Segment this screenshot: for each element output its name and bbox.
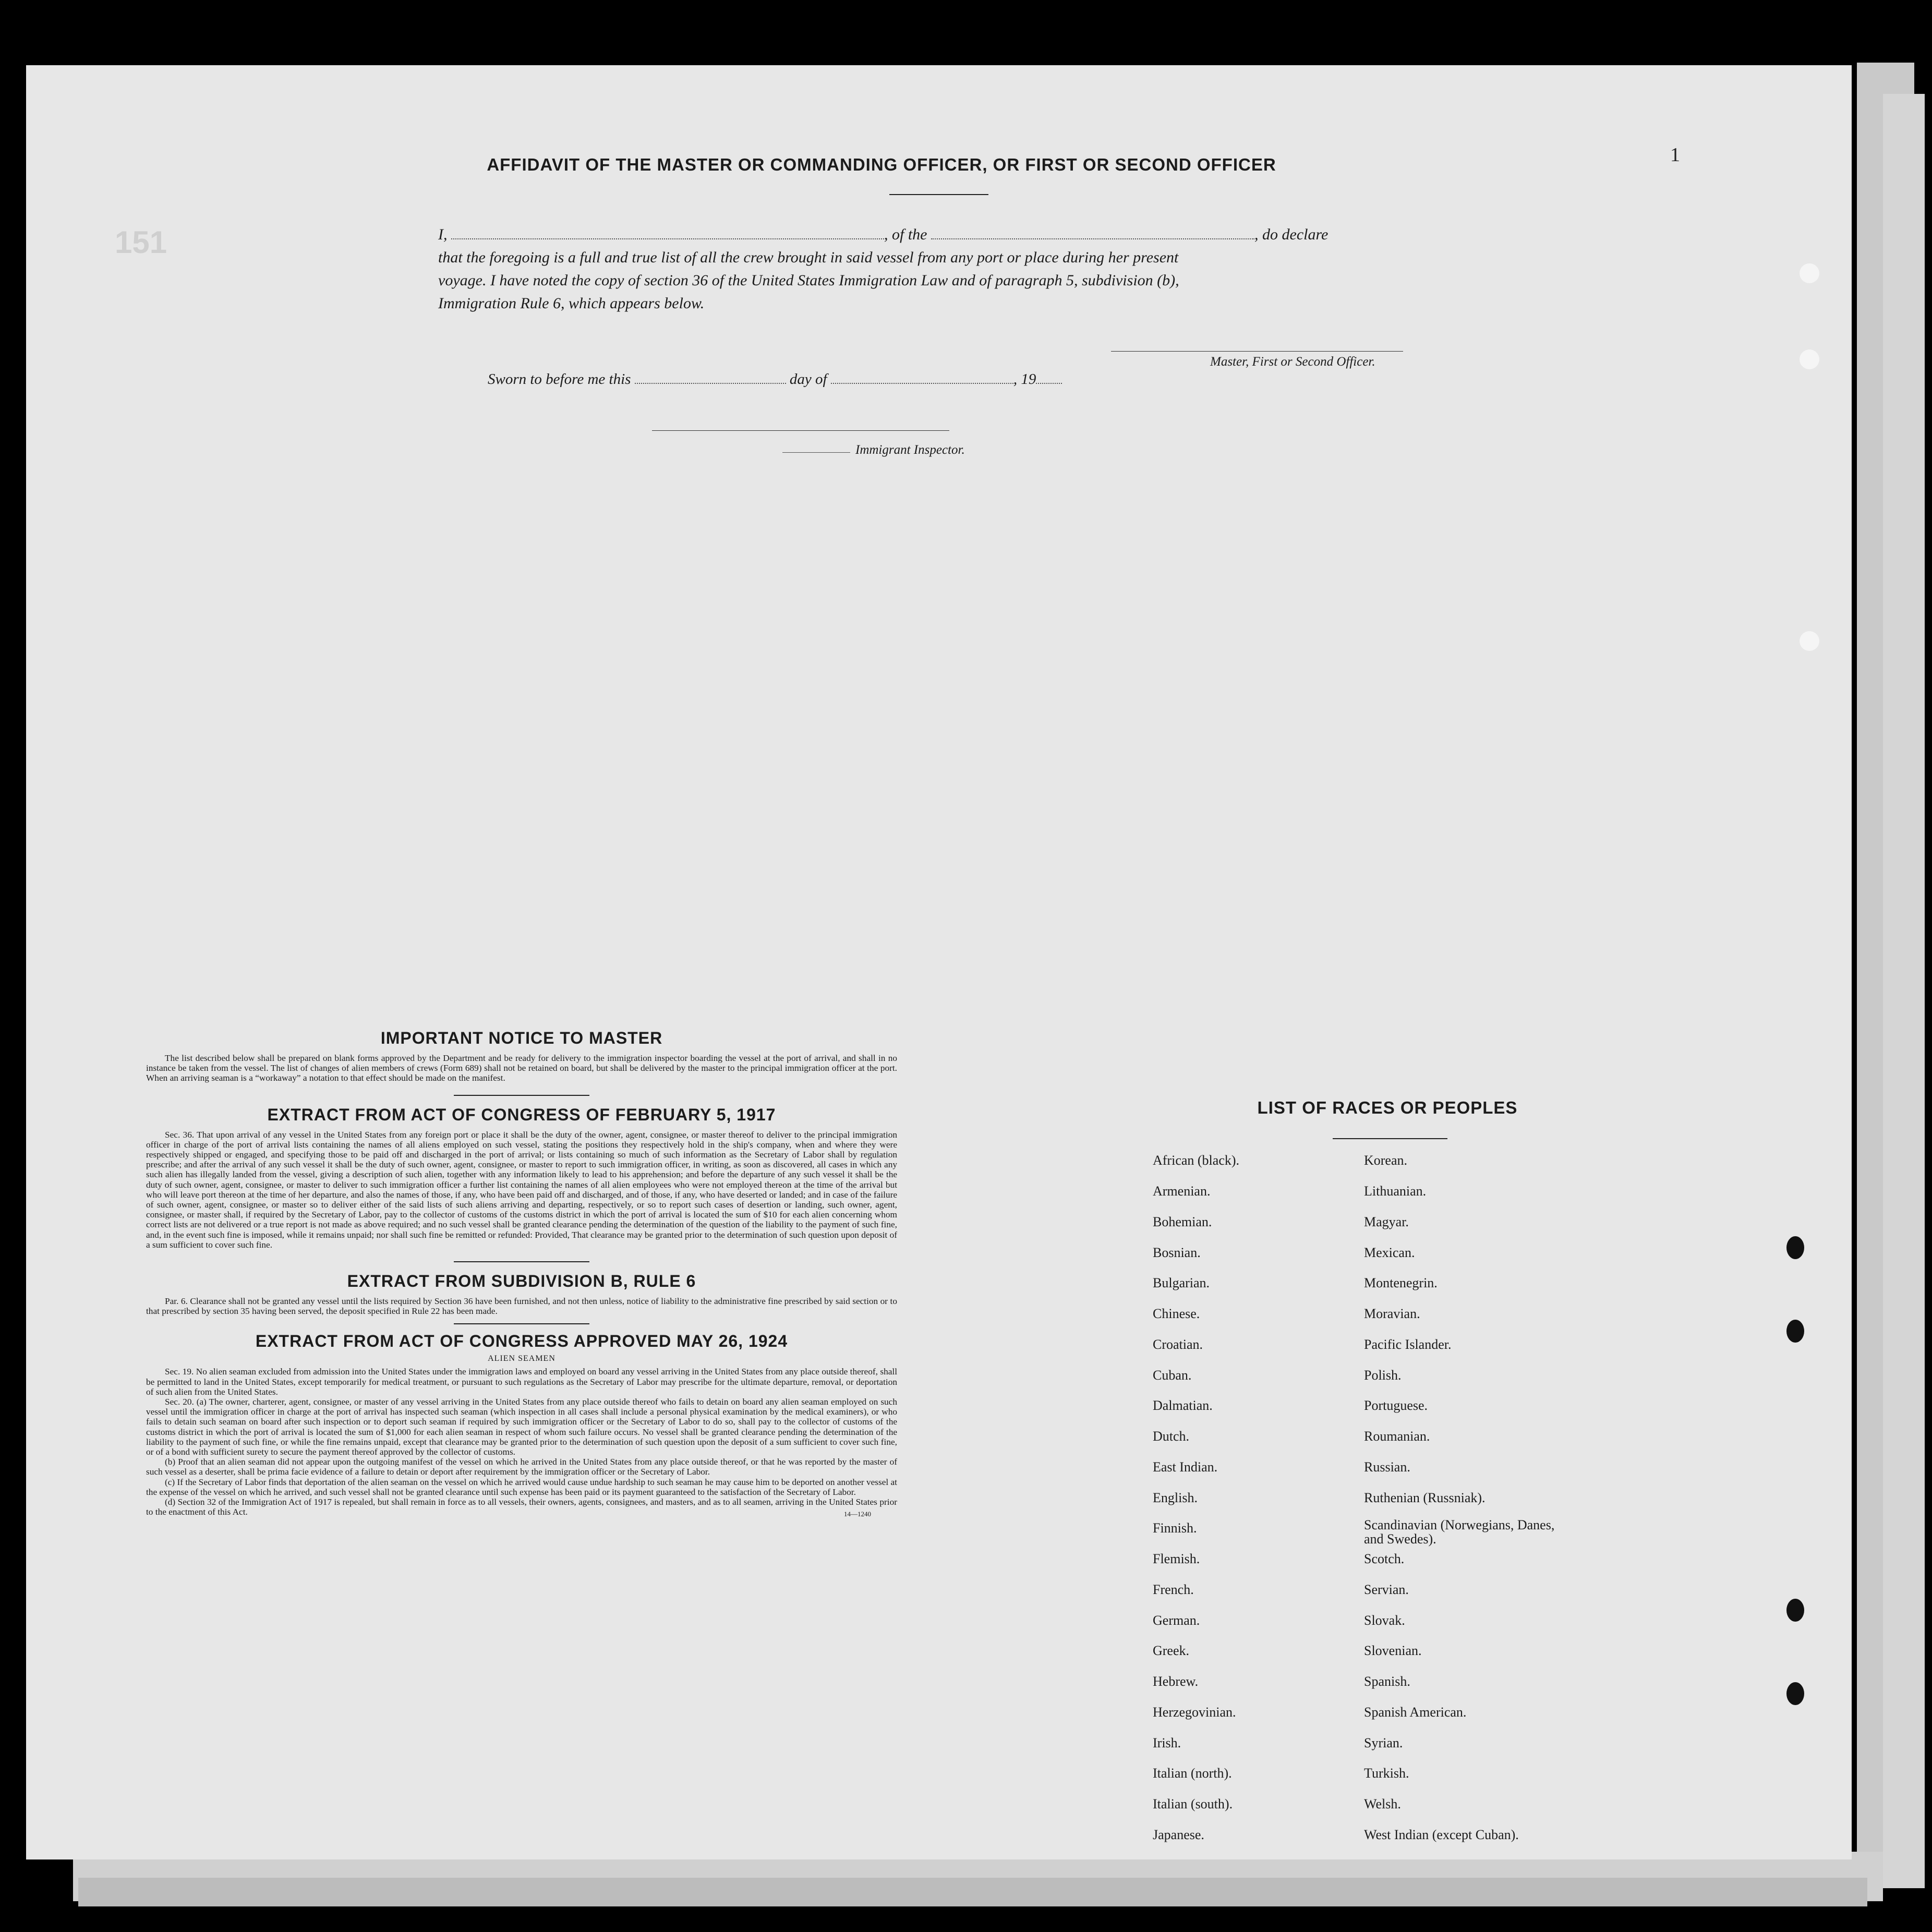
race-item: Dutch. xyxy=(1153,1429,1190,1444)
underlying-sheet-lower xyxy=(78,1878,1867,1906)
race-item: Bulgarian. xyxy=(1153,1275,1210,1290)
race-item: Syrian. xyxy=(1364,1735,1403,1750)
race-item: Turkish. xyxy=(1364,1766,1409,1781)
punch-hole-icon xyxy=(1786,1236,1804,1259)
race-item: Chinese. xyxy=(1153,1306,1200,1321)
binder-edge-inner xyxy=(1883,94,1925,1888)
sworn-day-blank xyxy=(635,369,786,384)
race-item: Mexican. xyxy=(1364,1245,1415,1260)
race-item: African (black). xyxy=(1153,1153,1240,1168)
extract-1924-sec20a: Sec. 20. (a) The owner, charterer, agent, consignee, or master of any vessel arriving in the United States from any place outside thereof who fails to detain on board any alien seaman employed on such vessel until the immigration officer in charge at the port of arrival has inspected such seaman (which inspection in all cases shall include a personal physical examination by the medical examiners), or who fails to detain such seaman on board after such inspection or to deport such seaman if required by such immigration officer or the Secretary of Labor to do so, shall pay to the collector of customs of the customs district in which the port of arrival is located the sum of $1,000 for each alien seaman in respect of whom such failure occurs. No vessel shall be granted clearance pending the determination of the liability to the payment of such fine, or while the fine remains unpaid, except that clearance may be granted prior to the determination of such question upon the deposit of a sum sufficient to cover such fine, or of a bond with sufficient surety to secure the payment thereof approved by the collector of customs. xyxy=(146,1397,897,1457)
declaration-i: I, xyxy=(438,226,448,243)
extract-1924-sec10: Sec. 19. No alien seaman excluded from admission into the United States under the immigration laws and employed on board any vessel arriving in the United States from any place outside thereof, shall be permitted to land in the United States, except temporarily for medical treatment, or pursuant to such regulations as the Secretary of Labor may prescribe for the ultimate departure, removal, or deportation of such alien from the United States. xyxy=(146,1367,897,1397)
punch-hole-icon xyxy=(1800,631,1819,651)
race-item: West Indian (except Cuban). xyxy=(1364,1827,1519,1842)
race-item: Magyar. xyxy=(1364,1214,1409,1229)
race-item: Roumanian. xyxy=(1364,1429,1430,1444)
race-item: Portuguese. xyxy=(1364,1398,1428,1413)
declaration-line-4: Immigration Rule 6, which appears below. xyxy=(438,295,705,312)
sworn-day-of: day of xyxy=(789,371,827,388)
declaration-do-declare: , do declare xyxy=(1254,226,1329,243)
extract-1924-sec20d: (d) Section 32 of the Immigration Act of 1917 is repealed, but shall remain in force as to all vessels, their owners, agents, consignees, and masters, and as to all seamen, arriving in the United States prior to the enactment of this Act. xyxy=(146,1497,897,1517)
sworn-month-blank xyxy=(831,369,1013,384)
inspector-signature-line xyxy=(652,430,949,431)
race-item: Ruthenian (Russniak). xyxy=(1364,1490,1486,1505)
race-item: Irish. xyxy=(1153,1735,1181,1750)
race-item: Servian. xyxy=(1364,1582,1409,1597)
declaration-line-2: that the foregoing is a full and true list of all the crew brought in said vessel from any port or place during her present xyxy=(438,249,1179,266)
race-item: Hebrew. xyxy=(1153,1674,1199,1689)
title-rule xyxy=(889,194,988,195)
punch-hole-icon xyxy=(1800,263,1819,283)
extract-1917-body: Sec. 36. That upon arrival of any vessel in the United States from any foreign port or place it shall be the duty of the owner, agent, consignee, or master thereof to deliver to the principal immigration officer in charge of the port of arrival lists containing the names of all aliens employed on such vessel, stating the positions they respectively hold in the ship's company, when and where they were respectively shipped or engaged, and specifying those to be paid off and discharged in the port of arrival; or lists containing so much of such information as the Secretary of Labor shall by regulation prescribe; and after the arrival of any such vessel it shall be the duty of such owner, agent, consignee, or master to report to such immigration officer, in writing, as soon as discovered, all cases in which any such alien has illegally landed from the vessel, giving a description of such alien, together with any information likely to lead to his apprehension; and before the departure of any such vessel it shall be the duty of such owner, agent, consignee, or master to deliver to such immigration officer a further list containing the names of all alien employees who were not employed thereon at the time of the arrival but who will leave port thereon at the time of her departure, and also the names of those, if any, who have been paid off and discharged, and of those, if any, who have deserted or landed; and in case of the failure of such owner, agent, consignee, or master so to deliver either of the said lists of such aliens arriving and departing, respectively, or so to report such cases of desertion or landing, such owner, agent, consignee, or master shall, if required by the Secretary of Labor, pay to the collector of customs of the customs district in which the port of arrival is located the sum of $10 for each alien concerning whom correct lists are not delivered or a true report is not made as above required; and no such vessel shall be granted clearance pending the determination of the question of the liability to the payment of such fine, and, in the event such fine is imposed, while it remains unpaid; nor shall such fine be remitted or refunded: Provided, That clearance may be granted prior to the determination of such question upon deposit of a sum sufficient to cover such fine. xyxy=(146,1129,897,1250)
extract-1917-title: EXTRACT FROM ACT OF CONGRESS OF FEBRUARY 5, 1917 xyxy=(267,1105,776,1124)
extract-1924-title: EXTRACT FROM ACT OF CONGRESS APPROVED MAY 26, 1924 xyxy=(255,1332,788,1351)
race-item: Finnish. xyxy=(1153,1520,1197,1536)
race-item: Italian (north). xyxy=(1153,1766,1232,1781)
race-item: Cuban. xyxy=(1153,1368,1192,1383)
race-item: Scotch. xyxy=(1364,1551,1405,1566)
race-item: Slovenian. xyxy=(1364,1643,1422,1658)
race-item: Slovak. xyxy=(1364,1613,1405,1628)
section-divider xyxy=(454,1323,589,1324)
race-item: Armenian. xyxy=(1153,1184,1211,1199)
race-item: Japanese. xyxy=(1153,1827,1204,1842)
document-page xyxy=(26,65,1852,1859)
race-item: Spanish. xyxy=(1364,1674,1410,1689)
name-blank xyxy=(451,225,884,239)
race-item: Russian. xyxy=(1364,1459,1410,1475)
race-item: Bosnian. xyxy=(1153,1245,1201,1260)
race-item: English. xyxy=(1153,1490,1198,1505)
race-item: German. xyxy=(1153,1613,1200,1628)
punch-hole-icon xyxy=(1786,1682,1804,1705)
race-item: Lithuanian. xyxy=(1364,1184,1427,1199)
inspector-label: Immigrant Inspector. xyxy=(855,443,965,457)
notice-title: IMPORTANT NOTICE TO MASTER xyxy=(380,1029,663,1047)
race-item: Greek. xyxy=(1153,1643,1190,1658)
extract-rule6-title: EXTRACT FROM SUBDIVISION B, RULE 6 xyxy=(347,1272,696,1291)
corner-mark: 1 xyxy=(1670,144,1680,166)
punch-hole-icon xyxy=(1800,349,1819,369)
declaration-line-1 xyxy=(438,223,1481,246)
races-title-rule xyxy=(1333,1138,1447,1139)
race-item: Moravian. xyxy=(1364,1306,1420,1321)
punch-hole-icon xyxy=(1786,1320,1804,1343)
extract-rule6-body: Par. 6. Clearance shall not be granted any vessel until the lists required by Section 36 have been furnished, and not then unless, notice of liability to the administrative fine prescribed by said section or to that prescribed by section 35 having been served, the deposit specified in Rule 22 has been made. xyxy=(146,1296,897,1317)
race-item: Croatian. xyxy=(1153,1337,1203,1352)
race-item: Bohemian. xyxy=(1153,1214,1212,1229)
affidavit-title: AFFIDAVIT OF THE MASTER OR COMMANDING OFFICER, OR FIRST OR SECOND OFFICER xyxy=(487,155,1276,174)
margin-number: 151 xyxy=(115,225,167,260)
sworn-year: , 19 xyxy=(1013,371,1036,388)
race-item: Polish. xyxy=(1364,1368,1402,1383)
master-signature-label: Master, First or Second Officer. xyxy=(1210,355,1375,369)
vessel-blank xyxy=(931,225,1254,239)
race-item: Welsh. xyxy=(1364,1796,1401,1812)
sworn-line xyxy=(488,368,1531,391)
race-item: Montenegrin. xyxy=(1364,1275,1438,1290)
section-divider xyxy=(454,1261,589,1262)
legal-notices xyxy=(146,1029,897,1518)
extract-1924-sec20b: (b) Proof that an alien seaman did not appear upon the outgoing manifest of the vessel on which he arrived in the United States from any place outside thereof, or that he was reported by the master of such vessel as a deserter, shall be prima facie evidence of a failure to detain or deport after requirement by the immigration officer or the Secretary of Labor. xyxy=(146,1457,897,1477)
master-signature-line xyxy=(1111,351,1403,352)
punch-hole-icon xyxy=(1786,1599,1804,1622)
section-divider xyxy=(454,1095,589,1096)
race-item: Scandinavian (Norwegians, Danes, and Swedes). xyxy=(1364,1517,1555,1547)
race-item: French. xyxy=(1153,1582,1194,1597)
sworn-prefix: Sworn to before me this xyxy=(488,371,631,388)
extract-1924-subtitle: ALIEN SEAMEN xyxy=(488,1354,556,1363)
race-item: Korean. xyxy=(1364,1153,1408,1168)
race-item: East Indian. xyxy=(1153,1459,1218,1475)
declaration-line-3: voyage. I have noted the copy of section 36 of the United States Immigration Law and of paragraph 5, subdivision (b), xyxy=(438,272,1179,289)
race-item: Herzegovinian. xyxy=(1153,1705,1236,1720)
race-item: Dalmatian. xyxy=(1153,1398,1213,1413)
race-item: Flemish. xyxy=(1153,1551,1200,1566)
inspector-lead-line xyxy=(782,452,850,453)
declaration-of-the: , of the xyxy=(884,226,927,243)
notice-body: The list described below shall be prepared on blank forms approved by the Department and be ready for delivery to the immigration inspector boarding the vessel at the port of arrival, and shall in no instance be taken from the vessel. The list of changes of alien members of crews (Form 689) shall not be retained on board, but shall be delivered by the master to the principal immigration officer at the port. When an arriving seaman is a “workaway” a notation to that effect should be made on the manifest. xyxy=(146,1053,897,1083)
form-number: 14—1240 xyxy=(844,1510,871,1518)
races-title: LIST OF RACES OR PEOPLES xyxy=(1257,1098,1518,1117)
extract-1924-sec20c: (c) If the Secretary of Labor finds that deportation of the alien seaman on the vessel on which he arrived would cause undue hardship to such seaman he may cause him to be deported on another vessel at the expense of the vessel on which he arrived, and such vessel shall not be granted clearance until such expense has been paid or its payment guaranteed to the satisfaction of the Secretary of Labor. xyxy=(146,1477,897,1497)
race-item: Pacific Islander. xyxy=(1364,1337,1452,1352)
sworn-year-blank xyxy=(1036,369,1062,384)
race-item: Spanish American. xyxy=(1364,1705,1467,1720)
race-item: Italian (south). xyxy=(1153,1796,1233,1812)
